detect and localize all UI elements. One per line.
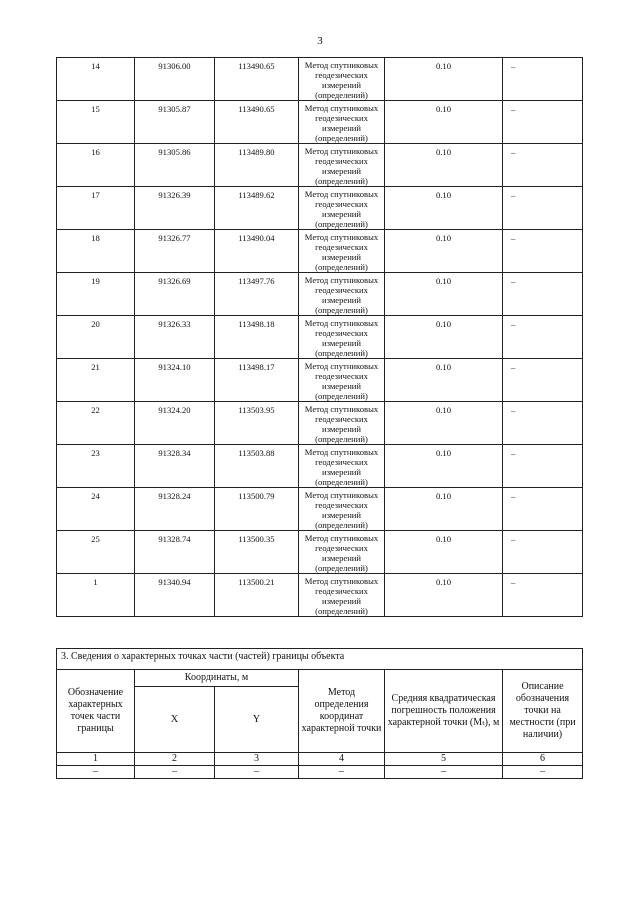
point-id: 20 (57, 316, 135, 359)
point-description: – (503, 230, 583, 273)
method-line: измерений (321, 424, 362, 434)
point-method (299, 316, 385, 359)
method-line: (определений) (315, 606, 368, 616)
method-line: геодезических (315, 285, 368, 295)
header-description: Описание обозначения точки на местности (при наличии) (503, 670, 583, 753)
empty-data-row (57, 766, 583, 779)
point-x: 91328.74 (135, 531, 215, 574)
point-accuracy: 0.10 (385, 273, 503, 316)
point-method (299, 187, 385, 230)
header-method: Метод определения координат характерной точки (299, 670, 385, 753)
column-number: 4 (299, 753, 385, 766)
point-description: – (503, 359, 583, 402)
empty-cell: – (215, 766, 299, 779)
point-id: 25 (57, 531, 135, 574)
point-method (299, 359, 385, 402)
point-y: 113489.80 (215, 144, 299, 187)
header-accuracy: Средняя квадратическая погрешность положения характерной точки (Mₜ), м (385, 670, 503, 753)
method-line: измерений (321, 553, 362, 563)
point-row (57, 488, 583, 531)
method-line: геодезических (315, 156, 368, 166)
method-line: измерений (321, 252, 362, 262)
column-number: 6 (503, 753, 583, 766)
method-line: (определений) (315, 477, 368, 487)
header-designation: Обозначение характерных точек части границы (57, 670, 135, 753)
point-y: 113497.76 (215, 273, 299, 316)
method-line: Метод спутниковых (304, 232, 379, 242)
point-row (57, 101, 583, 144)
point-row (57, 58, 583, 101)
point-row (57, 531, 583, 574)
point-accuracy: 0.10 (385, 316, 503, 359)
method-line: геодезических (315, 414, 368, 424)
method-line: Метод спутниковых (304, 189, 379, 199)
point-description: – (503, 488, 583, 531)
method-line: геодезических (315, 500, 368, 510)
point-accuracy: 0.10 (385, 402, 503, 445)
point-accuracy: 0.10 (385, 144, 503, 187)
method-line: геодезических (315, 242, 368, 252)
point-x: 91324.20 (135, 402, 215, 445)
point-accuracy: 0.10 (385, 187, 503, 230)
point-description: – (503, 187, 583, 230)
point-x: 91326.77 (135, 230, 215, 273)
point-description: – (503, 531, 583, 574)
point-accuracy: 0.10 (385, 58, 503, 101)
empty-cell: – (385, 766, 503, 779)
method-line: Метод спутниковых (304, 404, 379, 414)
point-id: 14 (57, 58, 135, 101)
method-line: измерений (321, 338, 362, 348)
point-accuracy: 0.10 (385, 574, 503, 617)
point-method (299, 273, 385, 316)
point-y: 113500.79 (215, 488, 299, 531)
method-line: Метод спутниковых (304, 275, 379, 285)
method-line: геодезических (315, 199, 368, 209)
method-line: геодезических (315, 70, 368, 80)
point-id: 1 (57, 574, 135, 617)
point-row (57, 144, 583, 187)
method-line: измерений (321, 166, 362, 176)
point-y: 113503.95 (215, 402, 299, 445)
column-number: 5 (385, 753, 503, 766)
point-id: 15 (57, 101, 135, 144)
header-coordinates: Координаты, м (135, 670, 299, 687)
point-description: – (503, 316, 583, 359)
point-id: 21 (57, 359, 135, 402)
method-line: (определений) (315, 262, 368, 272)
point-y: 113490.04 (215, 230, 299, 273)
method-line: (определений) (315, 391, 368, 401)
method-line: геодезических (315, 457, 368, 467)
point-accuracy: 0.10 (385, 488, 503, 531)
column-number-row (57, 753, 583, 766)
point-accuracy: 0.10 (385, 359, 503, 402)
method-line: Метод спутниковых (304, 146, 379, 156)
method-line: Метод спутниковых (304, 490, 379, 500)
point-description: – (503, 402, 583, 445)
method-line: (определений) (315, 520, 368, 530)
point-x: 91326.69 (135, 273, 215, 316)
point-method (299, 144, 385, 187)
point-x: 91306.00 (135, 58, 215, 101)
method-line: (определений) (315, 305, 368, 315)
empty-cell: – (503, 766, 583, 779)
method-line: геодезических (315, 113, 368, 123)
point-y: 113498.18 (215, 316, 299, 359)
section3-table (56, 648, 583, 779)
point-row (57, 574, 583, 617)
point-method (299, 531, 385, 574)
point-x: 91305.86 (135, 144, 215, 187)
method-line: Метод спутниковых (304, 447, 379, 457)
method-line: измерений (321, 295, 362, 305)
method-line: Метод спутниковых (304, 576, 379, 586)
method-line: (определений) (315, 176, 368, 186)
point-y: 113500.21 (215, 574, 299, 617)
point-description: – (503, 144, 583, 187)
point-row (57, 230, 583, 273)
point-y: 113500.35 (215, 531, 299, 574)
method-line: (определений) (315, 348, 368, 358)
point-x: 91328.34 (135, 445, 215, 488)
method-line: геодезических (315, 586, 368, 596)
point-method (299, 402, 385, 445)
point-accuracy: 0.10 (385, 101, 503, 144)
point-y: 113498.17 (215, 359, 299, 402)
point-method (299, 488, 385, 531)
method-line: измерений (321, 596, 362, 606)
point-accuracy: 0.10 (385, 531, 503, 574)
point-row (57, 273, 583, 316)
point-description: – (503, 273, 583, 316)
point-description: – (503, 445, 583, 488)
header-x: X (135, 687, 215, 753)
point-accuracy: 0.10 (385, 230, 503, 273)
method-line: Метод спутниковых (304, 318, 379, 328)
point-y: 113489.62 (215, 187, 299, 230)
points-table-body (57, 58, 583, 617)
point-row (57, 402, 583, 445)
method-line: Метод спутниковых (304, 60, 379, 70)
method-line: (определений) (315, 219, 368, 229)
point-method (299, 574, 385, 617)
method-line: Метод спутниковых (304, 533, 379, 543)
method-line: (определений) (315, 133, 368, 143)
column-number: 1 (57, 753, 135, 766)
method-line: геодезических (315, 328, 368, 338)
method-line: (определений) (315, 563, 368, 573)
point-id: 24 (57, 488, 135, 531)
method-line: (определений) (315, 90, 368, 100)
method-line: (определений) (315, 434, 368, 444)
method-line: Метод спутниковых (304, 103, 379, 113)
method-line: измерений (321, 209, 362, 219)
point-description: – (503, 574, 583, 617)
point-row (57, 187, 583, 230)
empty-cell: – (135, 766, 215, 779)
method-line: измерений (321, 467, 362, 477)
point-id: 17 (57, 187, 135, 230)
point-method (299, 101, 385, 144)
point-x: 91305.87 (135, 101, 215, 144)
method-line: измерений (321, 123, 362, 133)
point-x: 91326.33 (135, 316, 215, 359)
point-row (57, 316, 583, 359)
point-y: 113503.88 (215, 445, 299, 488)
empty-cell: – (57, 766, 135, 779)
point-y: 113490.65 (215, 58, 299, 101)
point-id: 22 (57, 402, 135, 445)
point-y: 113490.65 (215, 101, 299, 144)
point-method (299, 445, 385, 488)
point-id: 18 (57, 230, 135, 273)
point-id: 16 (57, 144, 135, 187)
point-row (57, 359, 583, 402)
points-table (56, 57, 583, 617)
point-x: 91324.10 (135, 359, 215, 402)
point-id: 23 (57, 445, 135, 488)
section3-title: 3. Сведения о характерных точках части (частей) границы объекта (57, 649, 583, 670)
empty-cell: – (299, 766, 385, 779)
point-row (57, 445, 583, 488)
point-x: 91326.39 (135, 187, 215, 230)
method-line: измерений (321, 510, 362, 520)
method-line: измерений (321, 381, 362, 391)
header-y: Y (215, 687, 299, 753)
point-method (299, 230, 385, 273)
point-id: 19 (57, 273, 135, 316)
point-method (299, 58, 385, 101)
method-line: измерений (321, 80, 362, 90)
point-description: – (503, 101, 583, 144)
method-line: геодезических (315, 543, 368, 553)
method-line: Метод спутниковых (304, 361, 379, 371)
method-line: геодезических (315, 371, 368, 381)
point-accuracy: 0.10 (385, 445, 503, 488)
column-number: 3 (215, 753, 299, 766)
point-x: 91340.94 (135, 574, 215, 617)
column-number: 2 (135, 753, 215, 766)
point-description: – (503, 58, 583, 101)
point-x: 91328.24 (135, 488, 215, 531)
page-number: 3 (317, 35, 323, 47)
